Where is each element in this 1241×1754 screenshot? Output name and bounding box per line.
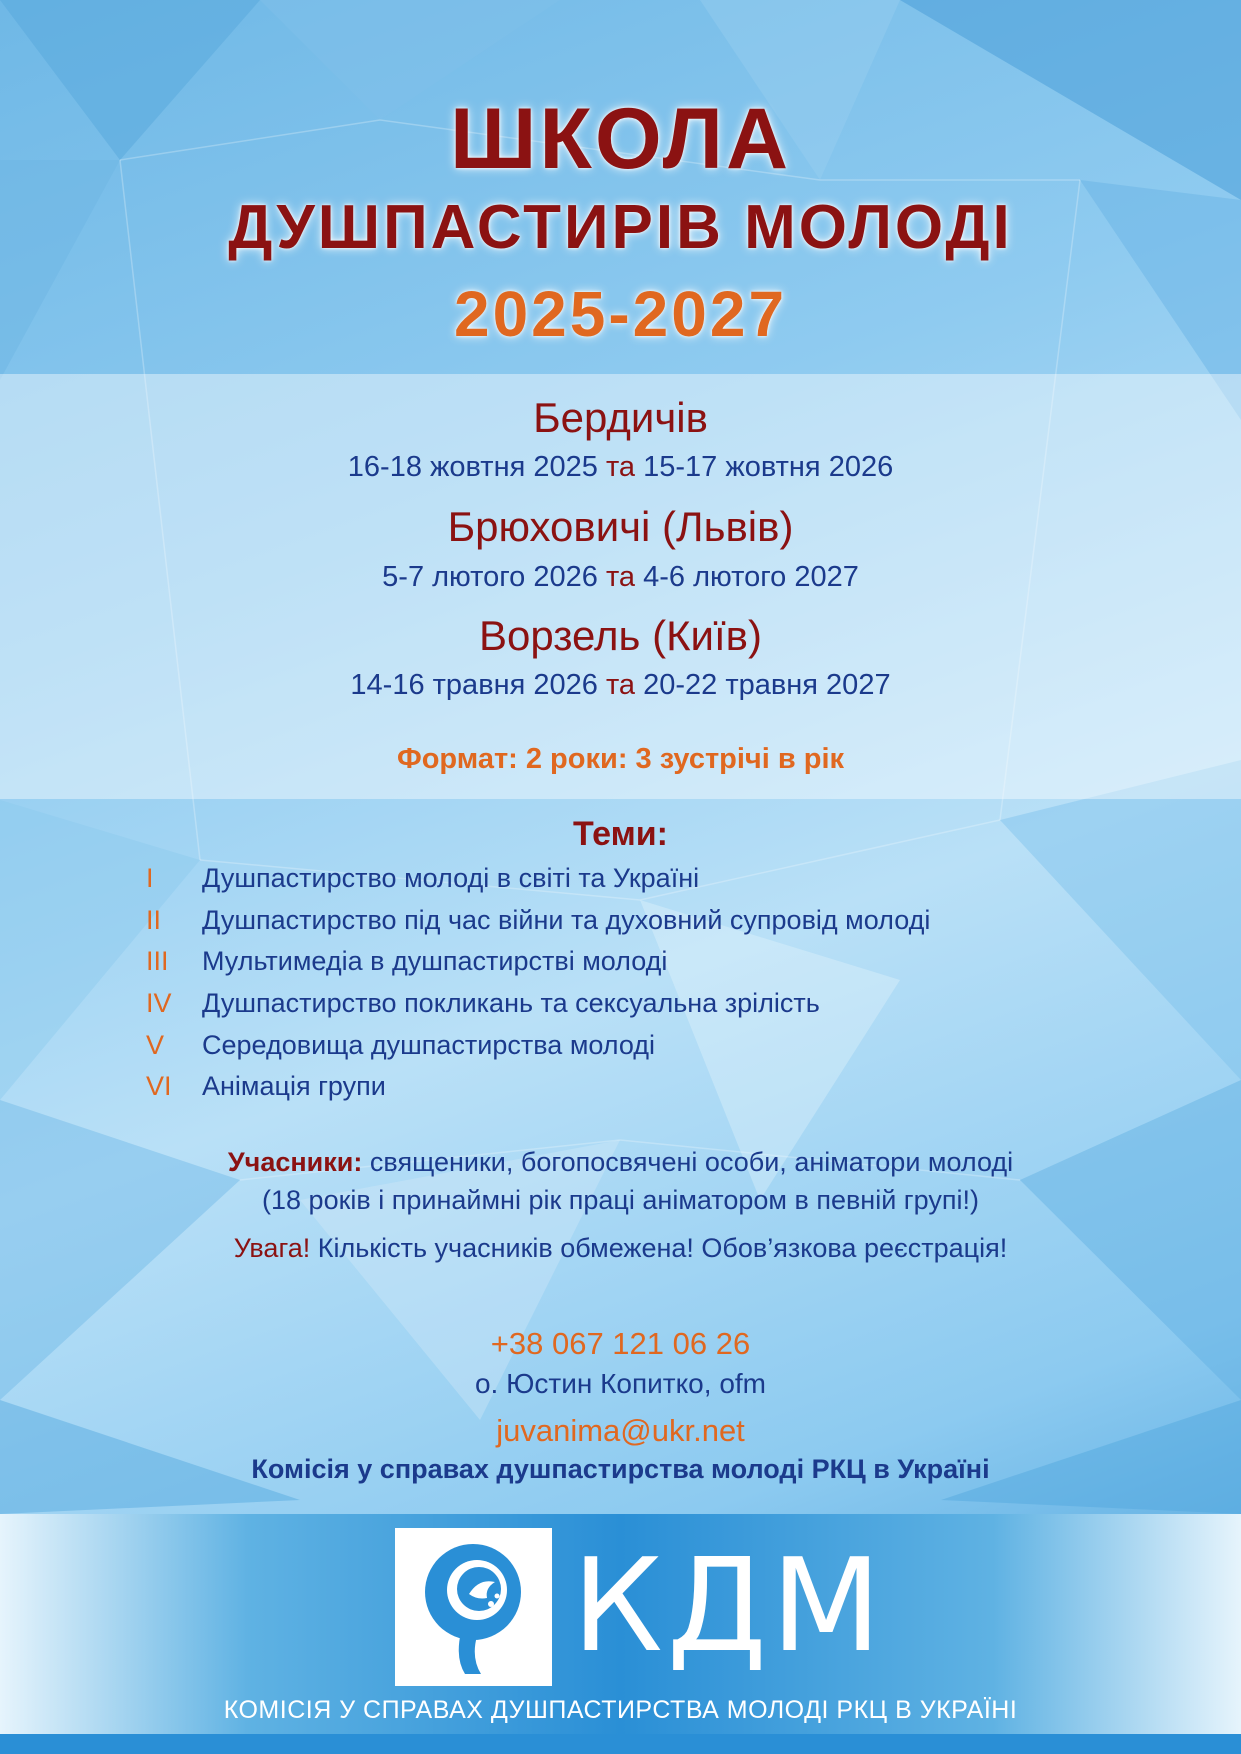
contact-email[interactable]: juvanima@ukr.net — [496, 1413, 745, 1448]
topic-number: VI — [146, 1071, 172, 1102]
topics-list — [146, 858, 930, 1108]
topic-text: Душпастирство під час війни та духовний супровід молоді — [202, 904, 931, 935]
session-date-second: 20-22 травня 2027 — [643, 669, 891, 701]
topic-text: Середовища душпастирства молоді — [202, 1029, 656, 1060]
session-date-second: 4-6 лютого 2027 — [643, 561, 859, 593]
warning-text: Кількість учасників обмежена! Обов’язкова реєстрація! — [317, 1233, 1008, 1263]
topic-item — [146, 900, 930, 942]
warning-line — [0, 1229, 1241, 1267]
session-date-conjunction: та — [605, 669, 636, 701]
participants-text: священики, богопосвячені особи, аніматори молоді — [369, 1147, 1014, 1177]
session-city: Ворзель (Київ) — [479, 612, 762, 659]
session-dates — [0, 451, 1241, 484]
topic-text: Мультимедіа в душпастирстві молоді — [202, 946, 668, 977]
session-city: Бердичів — [533, 394, 708, 441]
topic-number: III — [146, 946, 169, 977]
topic-text: Душпастирство покликань та сексуальна зрілість — [202, 988, 820, 1019]
topic-number: I — [146, 863, 154, 894]
participants-note: (18 років і принаймні рік праці аніматором в певній групі!) — [262, 1185, 979, 1215]
topic-text: Анімація групи — [202, 1071, 386, 1102]
topic-number: IV — [146, 988, 172, 1019]
session-date-conjunction: та — [605, 451, 636, 483]
title-school: ШКОЛА — [449, 91, 792, 187]
kdm-logo-text: КДМ — [572, 1532, 886, 1681]
topic-item — [146, 858, 930, 900]
topics-title: Теми: — [573, 815, 668, 853]
commission-name: Комісія у справах душпастирства молоді РКЦ в Україні — [251, 1454, 990, 1484]
spiral-dove-icon — [395, 1528, 552, 1686]
topic-text: Душпастирство молоді в світі та Україні — [202, 863, 700, 894]
warning-label: Увага! — [233, 1233, 311, 1263]
participants-label: Учасники: — [227, 1147, 363, 1177]
session-date-conjunction: та — [605, 561, 636, 593]
footer-caption: КОМІСІЯ У СПРАВАХ ДУШПАСТИРСТВА МОЛОДІ РКЦ В УКРАЇНІ — [223, 1696, 1018, 1724]
topic-number: II — [146, 904, 162, 935]
session-city: Брюховичі (Львів) — [447, 503, 794, 550]
topic-number: V — [146, 1029, 165, 1060]
footer-strip — [0, 1734, 1241, 1754]
topic-item — [146, 941, 930, 983]
kdm-logo-mark — [395, 1528, 552, 1686]
contact-person: о. Юстин Копитко, ofm — [474, 1368, 766, 1399]
session-date-first: 16-18 жовтня 2025 — [347, 451, 598, 483]
topic-item — [146, 1066, 930, 1108]
session-date-first: 5-7 лютого 2026 — [382, 561, 598, 593]
session-date-second: 15-17 жовтня 2026 — [643, 451, 894, 483]
title-subtitle: ДУШПАСТИРІВ МОЛОДІ — [228, 193, 1013, 262]
format-line: Формат: 2 роки: 3 зустрічі в рік — [396, 743, 845, 775]
session-dates — [0, 561, 1241, 594]
session-dates — [0, 669, 1241, 702]
contact-phone[interactable]: +38 067 121 06 26 — [490, 1326, 751, 1361]
title-years: 2025-2027 — [453, 278, 788, 350]
participants-line — [0, 1143, 1241, 1181]
topic-item — [146, 1024, 930, 1066]
topic-item — [146, 983, 930, 1025]
session-date-first: 14-16 травня 2026 — [350, 669, 598, 701]
